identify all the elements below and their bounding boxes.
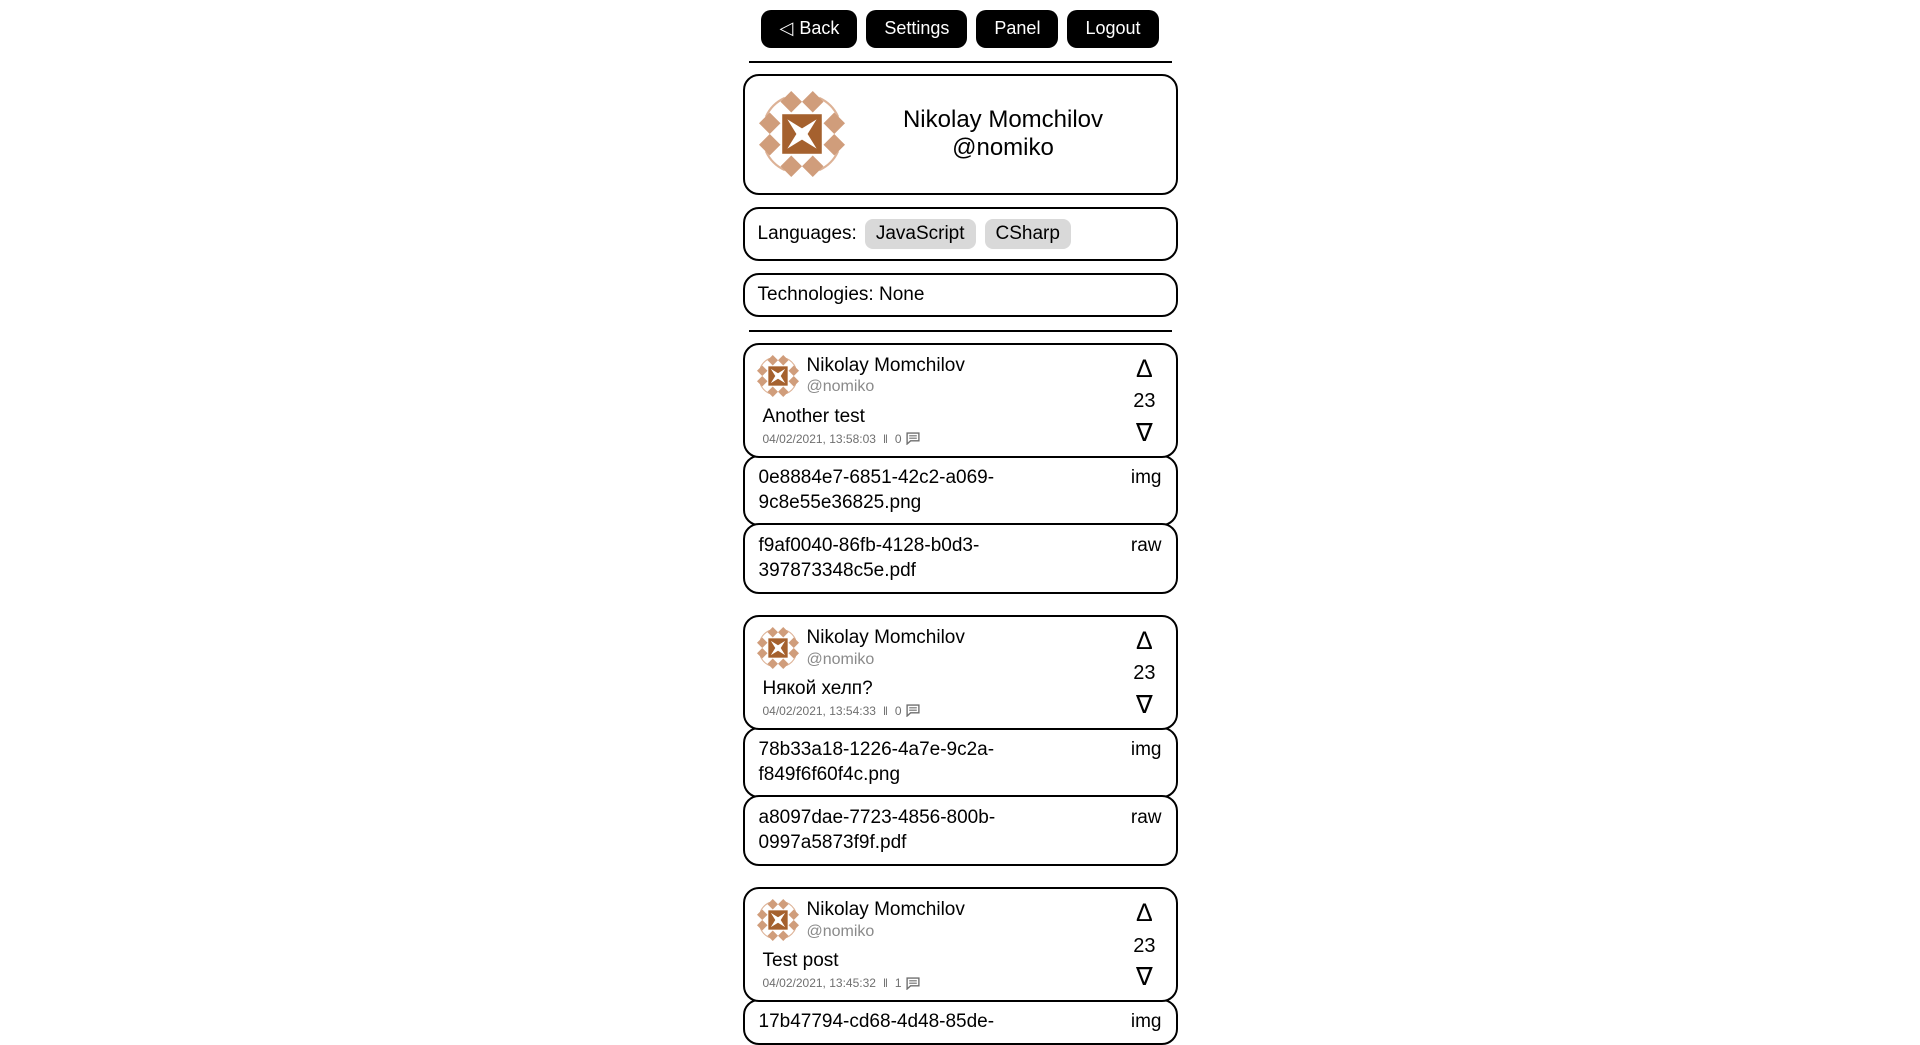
attachments-list (743, 999, 1178, 1045)
post-author-name: Nikolay Momchilov (806, 626, 965, 648)
meta-separator: ‖ (882, 976, 888, 991)
post-author-block (807, 627, 965, 669)
attachment-row[interactable] (743, 727, 1178, 798)
divider-top (749, 61, 1172, 63)
attachments-list (743, 455, 1178, 594)
attachment-filename: a8097dae-7723-4856-800b-0997a5873f9f.pdf (758, 807, 996, 854)
profile-card (743, 74, 1178, 195)
post-author-avatar (757, 899, 799, 941)
post-author-avatar (757, 355, 799, 397)
attachment-type-label: raw (1130, 807, 1162, 829)
post-author-block (807, 899, 965, 941)
panel-button-label: Panel (994, 18, 1041, 38)
attachments-list (743, 727, 1178, 866)
downvote-button[interactable]: ∇ (1136, 963, 1153, 992)
comment-count: 1 (894, 976, 902, 991)
post-header[interactable] (743, 615, 1178, 730)
post-card (743, 887, 1178, 1045)
post-author-avatar (757, 627, 799, 669)
post-header-left (757, 355, 965, 448)
panel-button[interactable] (976, 10, 1058, 48)
attachment-type-label: raw (1130, 534, 1162, 556)
post-card (743, 615, 1178, 866)
post-author-handle: @nomiko (806, 378, 875, 396)
attachment-filename: 78b33a18-1226-4a7e-9c2a-f849f6f60f4c.png (758, 738, 995, 785)
attachment-row[interactable] (743, 795, 1178, 866)
post-timestamp: 04/02/2021, 13:54:33 (762, 703, 876, 718)
post-timestamp: 04/02/2021, 13:58:03 (762, 431, 876, 446)
comment-count: 0 (894, 431, 902, 446)
post-meta (763, 432, 965, 448)
settings-button-label: Settings (884, 18, 950, 38)
vote-count: 23 (1133, 390, 1156, 413)
back-triangle-icon: ◁ (779, 18, 794, 38)
divider-posts (749, 330, 1172, 332)
meta-separator: ‖ (882, 431, 888, 446)
vote-column (1133, 899, 1161, 992)
languages-label: Languages: (757, 222, 857, 244)
posts-feed (743, 343, 1178, 1045)
profile-names (845, 106, 1162, 162)
attachment-type-label: img (1130, 1011, 1162, 1033)
attachment-row[interactable] (743, 523, 1178, 594)
profile-name: Nikolay Momchilov (902, 106, 1104, 134)
post-title: Another test (762, 405, 865, 427)
post-timestamp: 04/02/2021, 13:45:32 (762, 976, 876, 991)
downvote-button[interactable]: ∇ (1136, 690, 1153, 719)
logout-button[interactable] (1067, 10, 1158, 48)
settings-button[interactable] (866, 10, 967, 48)
attachment-filename: 17b47794-cd68-4d48-85de- (758, 1011, 995, 1033)
post-header[interactable] (743, 887, 1178, 1002)
comment-icon (906, 432, 920, 445)
vote-column (1133, 627, 1161, 720)
top-nav (742, 0, 1179, 48)
post-header-left (757, 627, 965, 720)
technologies-box (743, 273, 1178, 317)
upvote-button[interactable]: Δ (1136, 354, 1153, 383)
attachment-type-label: img (1130, 738, 1162, 760)
post-author-name: Nikolay Momchilov (806, 354, 965, 376)
attachment-type-label: img (1130, 466, 1162, 488)
post-meta (763, 976, 965, 992)
comment-count: 0 (894, 703, 902, 718)
post-header-left (757, 899, 965, 992)
languages-box (743, 207, 1178, 261)
back-button-label: Back (799, 18, 840, 38)
vote-count: 23 (1133, 934, 1156, 957)
post-author-name: Nikolay Momchilov (806, 899, 965, 921)
post-meta (763, 704, 965, 720)
technologies-text: Technologies: None (757, 283, 925, 305)
post-author-handle: @nomiko (806, 923, 875, 941)
meta-separator: ‖ (882, 703, 888, 718)
upvote-button[interactable]: Δ (1136, 899, 1153, 928)
language-tag[interactable]: JavaScript (865, 219, 976, 249)
attachment-filename: f9af0040-86fb-4128-b0d3-397873348c5e.pdf (758, 534, 980, 581)
vote-column (1133, 355, 1161, 448)
post-author-block (807, 355, 965, 397)
content-column (742, 0, 1179, 1045)
profile-avatar (759, 91, 845, 177)
post-header[interactable] (743, 343, 1178, 458)
attachment-row[interactable] (743, 455, 1178, 526)
post-title: Някой хелп? (762, 677, 873, 699)
attachment-filename: 0e8884e7-6851-42c2-a069-9c8e55e36825.png (758, 466, 995, 513)
post-author-handle: @nomiko (806, 650, 875, 668)
attachment-row[interactable] (743, 999, 1178, 1045)
downvote-button[interactable]: ∇ (1136, 418, 1153, 447)
comment-icon (906, 977, 920, 990)
back-button[interactable] (761, 10, 857, 48)
logout-button-label: Logout (1085, 18, 1141, 38)
comment-icon (906, 704, 920, 717)
profile-handle: @nomiko (952, 134, 1054, 162)
languages-list (865, 219, 1071, 249)
language-tag[interactable]: CSharp (985, 219, 1071, 249)
vote-count: 23 (1133, 662, 1156, 685)
post-title: Test post (762, 950, 839, 972)
post-card (743, 343, 1178, 594)
upvote-button[interactable]: Δ (1136, 626, 1153, 655)
